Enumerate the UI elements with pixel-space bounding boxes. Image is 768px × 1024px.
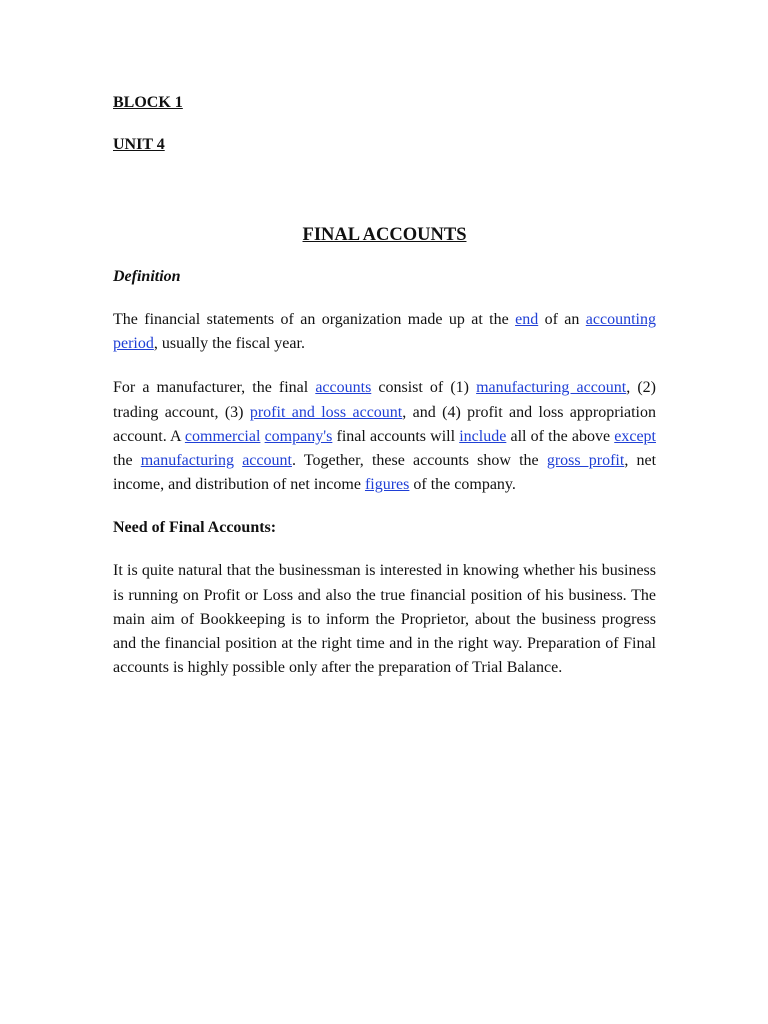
manufacturer-paragraph bbox=[113, 376, 656, 497]
page-title: FINAL ACCOUNTS bbox=[302, 225, 467, 245]
need-paragraph: It is quite natural that the businessman is interested in knowing whether his business is running on Profit or Loss and also the true financial position of his business. The main aim of Bookkeeping is to inform the Proprietor, about the business progress and the financial position at the right time and in the right way. Preparation of Final accounts is highly possible only after the preparation of Trial Balance. bbox=[113, 562, 656, 677]
text-segment: For a manufacturer, the final bbox=[113, 379, 316, 397]
link-manufacturing[interactable]: manufacturing bbox=[140, 452, 235, 470]
text-segment: , (2) trading account, (3) bbox=[113, 379, 656, 421]
link-profit-and-loss-account[interactable]: profit and loss account bbox=[249, 403, 403, 421]
text-segment: all of the above bbox=[506, 427, 615, 445]
text-segment: The financial statements of an organization made up at the bbox=[113, 311, 516, 328]
link-end[interactable]: end bbox=[515, 311, 539, 328]
link-commercial[interactable]: commercial bbox=[184, 427, 261, 445]
link-accounts[interactable]: accounts bbox=[315, 379, 372, 397]
definition-heading: Definition bbox=[113, 268, 181, 285]
text-segment: final accounts will bbox=[332, 427, 460, 445]
link-accounting-period[interactable]: accounting period bbox=[113, 311, 656, 353]
definition-paragraph bbox=[113, 308, 656, 356]
text-segment: consist of (1) bbox=[371, 379, 477, 397]
block-label: BLOCK 1 bbox=[113, 94, 183, 111]
text-segment: the bbox=[113, 452, 141, 470]
link-except[interactable]: except bbox=[614, 427, 656, 445]
link-gross-profit[interactable]: gross profit bbox=[546, 452, 625, 470]
link-figures[interactable]: figures bbox=[364, 476, 410, 494]
link-manufacturing-account[interactable]: manufacturing account bbox=[476, 379, 627, 397]
text-segment: of the company. bbox=[409, 476, 516, 494]
text-segment: . Together, these accounts show the bbox=[291, 452, 547, 470]
link-companys[interactable]: company's bbox=[264, 427, 333, 445]
text-segment bbox=[234, 452, 242, 469]
document-page bbox=[113, 92, 656, 680]
text-segment: , net income, and distribution of net income bbox=[113, 452, 657, 494]
link-account[interactable]: account bbox=[242, 452, 292, 470]
text-segment: of an bbox=[538, 311, 586, 328]
text-segment: , usually the fiscal year. bbox=[153, 335, 305, 353]
unit-label: UNIT 4 bbox=[113, 136, 165, 153]
need-heading: Need of Final Accounts: bbox=[113, 519, 277, 537]
text-segment: , and (4) profit and loss appropriation account. A bbox=[113, 403, 657, 445]
link-include[interactable]: include bbox=[459, 427, 507, 445]
